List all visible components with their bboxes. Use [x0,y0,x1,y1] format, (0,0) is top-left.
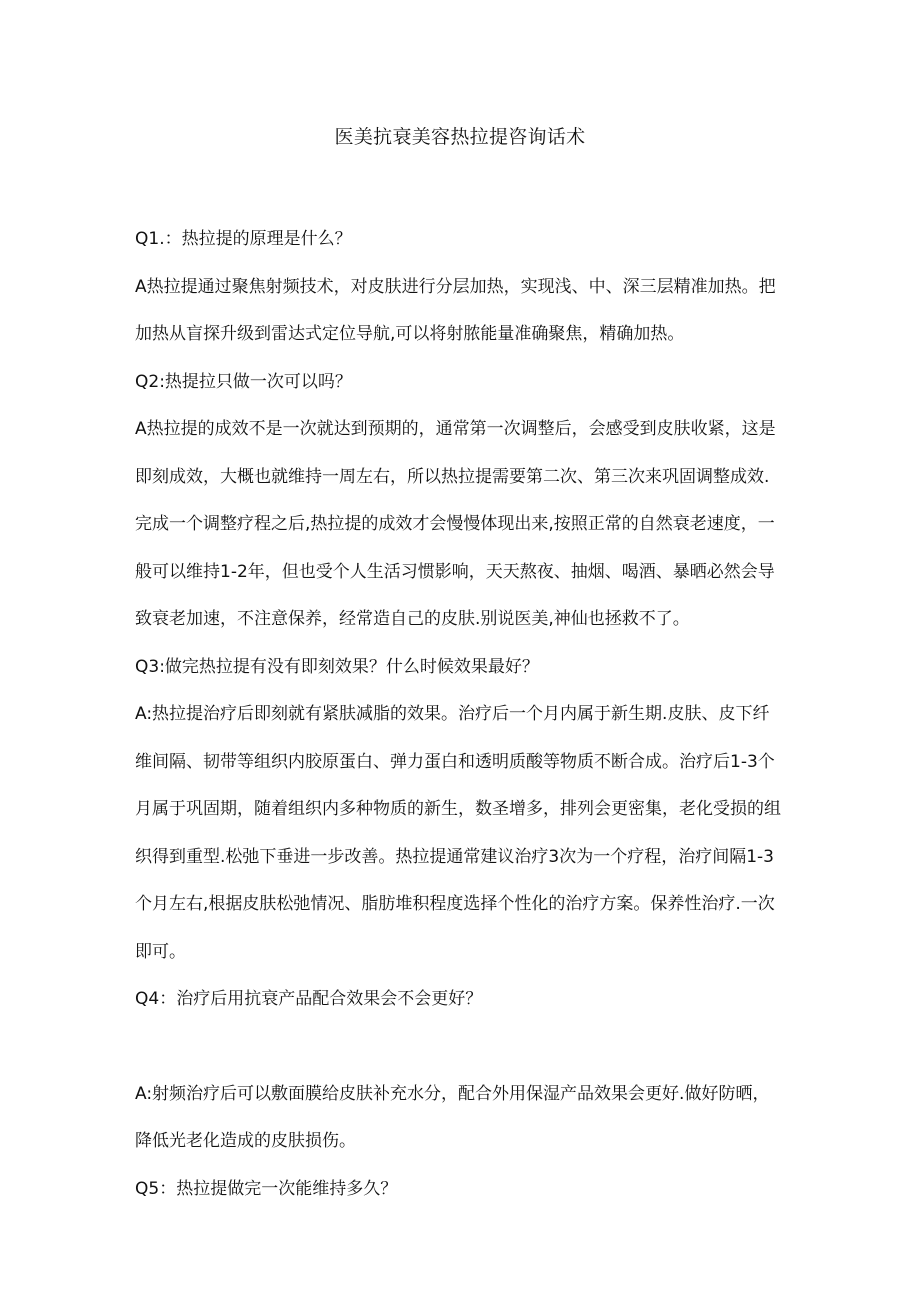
answer-4: A:射频治疗后可以敷面膜给皮肤补充水分，配合外用保湿产品效果会更好.做好防晒，降低光老化造成的皮肤损伤。 [135,1083,770,1151]
question-3: Q3:做完热拉提有没有即刻效果？什么时候效果最好？ [135,656,539,677]
answer-1: A热拉提通过聚焦射频技术，对皮肤进行分层加热，实现浅、中、深三层精准加热。把加热从盲探升级到雷达式定位导航,可以将射脓能量准确聚焦，精确加热。 [135,276,776,344]
document-title: 医美抗衰美容热拉提咨询话术 [334,126,586,148]
answer-3: A:热拉提治疗后即刻就有紧肤减脂的效果。治疗后一个月内属于新生期.皮肤、皮下纤维间隔、韧带等组织内胶原蛋白、弹力蛋白和透明质酸等物质不断合成。治疗后1-3个月属于巩固期，随着组织内多种物质的新生，数圣增多，排列会更密集，老化受损的组织得到重型.松弛下垂进一步改善。热拉提通常建议治疗3次为一个疗程，治疗间隔1-3个月左右,根据皮肤松弛情况、脂肪堆积程度选择个性化的治疗方案。保养性治疗.一次即可。 [135,704,781,962]
question-2: Q2:热提拉只做一次可以吗？ [135,371,352,392]
question-4: Q4：治疗后用抗衰产品配合效果会不会更好？ [135,989,483,1009]
question-1: Q1.：热拉提的原理是什么？ [135,229,352,249]
answer-2: A热拉提的成效不是一次就达到预期的，通常第一次调整后，会感受到皮肤收紧，这是即刻成效，大概也就维持一周左右，所以热拉提需要第二次、第三次来巩固调整成效.完成一个调整疗程之后,热拉提的成效才会慢慢体现出来,按照正常的自然衰老速度，一般可以维持1-2年，但也受个人生活习惯影响，天天熬夜、抽烟、喝酒、暴晒必然会导致衰老加速，不注意保养，经常造自己的皮肤.别说医美,神仙也拯救不了。 [135,419,776,629]
qa-content [135,216,785,1213]
question-5: Q5：热拉提做完一次能维持多久？ [135,1178,398,1199]
